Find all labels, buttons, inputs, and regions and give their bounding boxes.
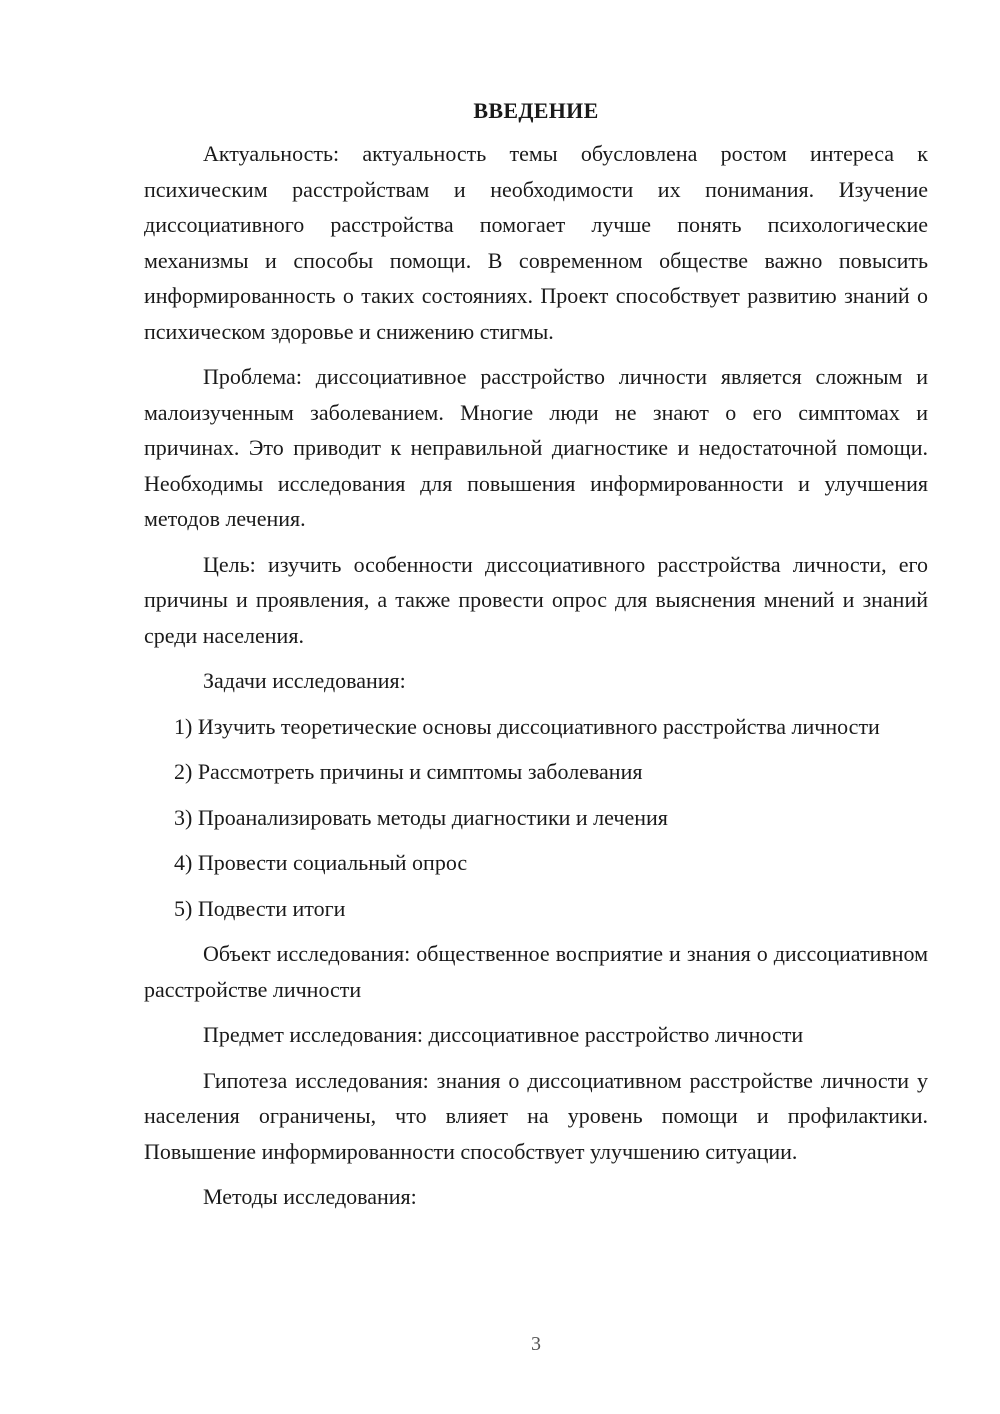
task-item-3: 3) Проанализировать методы диагностики и лечения <box>174 804 668 830</box>
task-item-5: 5) Подвести итоги <box>174 895 346 921</box>
subject-paragraph: Предмет исследования: диссоциативное расстройство личности <box>203 1022 804 1047</box>
task-item-1: 1) Изучить теоретические основы диссоциативного расстройства личности <box>174 713 880 739</box>
task-item-2: 2) Рассмотреть причины и симптомы заболевания <box>174 759 643 784</box>
task-item-4: 4) Провести социальный опрос <box>174 850 468 875</box>
section-heading: ВВЕДЕНИЕ <box>473 98 599 123</box>
goal-paragraph: Цель: изучить особенности диссоциативного расстройства личности, его причины и проявления, а также провести опрос для выяснения мнений и знаний среди населения. <box>144 551 928 648</box>
object-paragraph: Объект исследования: общественное восприятие и знания о диссоциативном расстройстве личности <box>144 941 928 1002</box>
hypothesis-paragraph: Гипотеза исследования: знания о диссоциативном расстройстве личности у населения ограничены, что влияет на уровень помощи и профилактики. Повышение информированности способствует улучшению ситуации. <box>144 1067 928 1164</box>
methods-title: Методы исследования: <box>203 1184 417 1209</box>
tasks-title: Задачи исследования: <box>203 668 406 693</box>
relevance-paragraph: Актуальность: актуальность темы обусловлена ростом интереса к психическим расстройствам и необходимости их понимания. Изучение диссоциативного расстройства помогает лучше понять психологические механизмы и способы помощи. В современном обществе важно повысить информированность о таких состояниях. Проект способствует развитию знаний о психическом здоровье и снижению стигмы. <box>144 141 928 344</box>
page-content <box>144 94 928 1225</box>
page-number: 3 <box>531 1333 541 1355</box>
problem-paragraph: Проблема: диссоциативное расстройство личности является сложным и малоизученным заболеванием. Многие люди не знают о его симптомах и причинах. Это приводит к неправильной диагностике и недостаточной помощи. Необходимы исследования для повышения информированности и улучшения методов лечения. <box>144 364 928 531</box>
